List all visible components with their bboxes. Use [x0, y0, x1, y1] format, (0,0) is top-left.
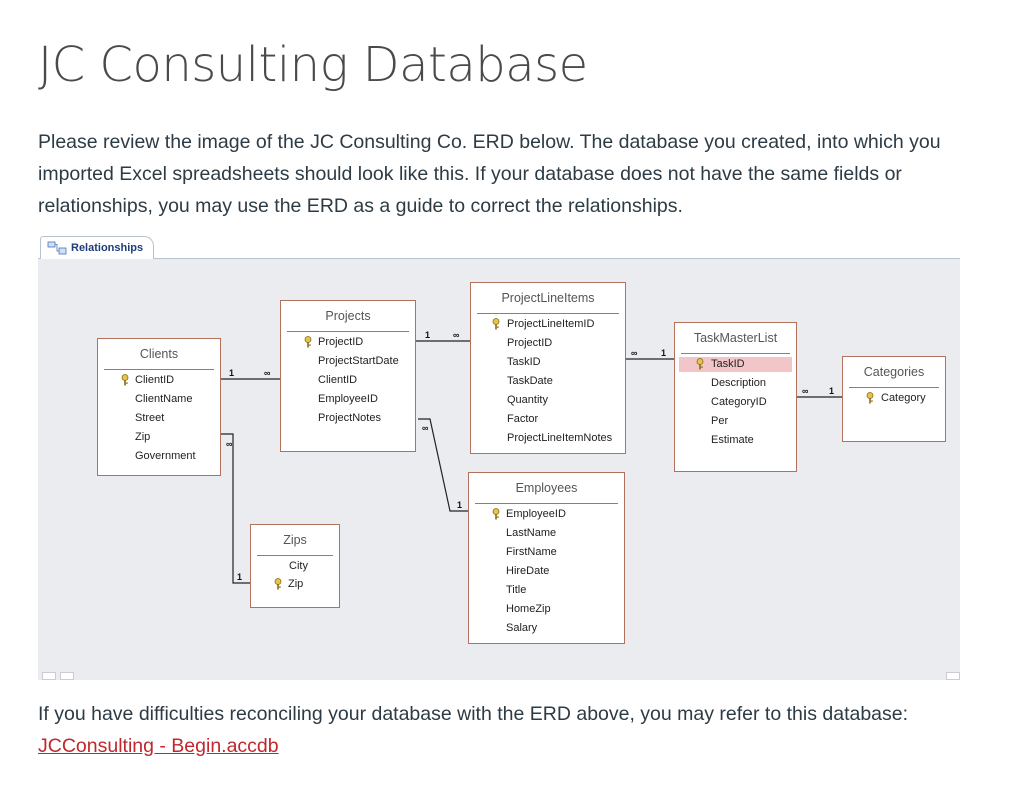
field-zip[interactable]: Zip: [135, 431, 151, 443]
primary-key-icon: [695, 358, 705, 370]
table-title: ProjectLineItems: [501, 291, 595, 305]
field-employeeid[interactable]: EmployeeID: [318, 393, 378, 405]
table-title: Zips: [283, 533, 307, 547]
rel-clients-zips: [221, 434, 250, 583]
card-tasks-one: 1: [661, 348, 667, 358]
field-firstname[interactable]: FirstName: [506, 546, 557, 558]
relationships-window: [38, 234, 960, 680]
field-hiredate[interactable]: HireDate: [506, 565, 550, 577]
relationship-canvas: [38, 259, 960, 680]
field-quantity[interactable]: Quantity: [507, 394, 548, 406]
table-taskmasterlist[interactable]: [674, 322, 797, 472]
field-title[interactable]: Title: [506, 584, 527, 596]
scroll-corner: [946, 672, 960, 680]
field-per[interactable]: Per: [711, 415, 729, 427]
card-lineitems-many: ∞: [453, 330, 460, 340]
field-zip[interactable]: Zip: [288, 578, 304, 590]
field-projectnotes[interactable]: ProjectNotes: [318, 412, 381, 424]
card-projects-emp-many: ∞: [422, 423, 429, 433]
field-factor[interactable]: Factor: [507, 413, 539, 425]
table-clients[interactable]: [97, 338, 221, 476]
field-lastname[interactable]: LastName: [506, 527, 557, 539]
field-clientname[interactable]: ClientName: [135, 393, 193, 405]
card-clients-one: 1: [229, 368, 235, 378]
field-clientid[interactable]: ClientID: [318, 374, 358, 386]
field-homezip[interactable]: HomeZip: [506, 603, 551, 615]
field-projectlineitemnotes[interactable]: ProjectLineItemNotes: [507, 432, 613, 444]
primary-key-icon: [303, 336, 313, 348]
field-government[interactable]: Government: [135, 450, 196, 462]
card-tasks-cat-many: ∞: [802, 386, 809, 396]
scroll-right-button[interactable]: [60, 672, 74, 680]
card-projects-many: ∞: [264, 368, 271, 378]
card-lineitems-task-many: ∞: [631, 348, 638, 358]
table-title: Projects: [325, 309, 371, 323]
field-projectlineitemid[interactable]: ProjectLineItemID: [507, 318, 595, 330]
primary-key-icon: [865, 392, 875, 404]
table-title: Categories: [863, 365, 925, 379]
tab-label: Relationships: [71, 242, 144, 254]
relationships-icon: [47, 241, 67, 255]
table-projects[interactable]: [280, 300, 416, 452]
table-title: Employees: [515, 481, 578, 495]
primary-key-icon: [120, 374, 130, 386]
card-projects-one: 1: [425, 330, 431, 340]
field-taskid[interactable]: TaskID: [507, 356, 541, 368]
primary-key-icon: [491, 318, 501, 330]
field-category[interactable]: Category: [881, 392, 926, 404]
primary-key-icon: [491, 508, 501, 520]
table-categories[interactable]: [842, 356, 946, 442]
field-clientid[interactable]: ClientID: [135, 374, 175, 386]
table-projectlineitems[interactable]: [470, 282, 626, 454]
outro-paragraph: [38, 698, 978, 762]
field-categoryid[interactable]: CategoryID: [711, 396, 767, 408]
card-categories-one: 1: [829, 386, 835, 396]
field-salary[interactable]: Salary: [506, 622, 538, 634]
card-zips-one: 1: [237, 572, 243, 582]
tab-strip: [38, 234, 960, 259]
intro-paragraph: Please review the image of the JC Consulting Co. ERD below. The database you created, into which you imported Excel spreadsheets should look like this. If your database does not have the same fields or relationships, you may use the ERD as a guide to correct the relationships.: [38, 131, 941, 217]
page-title: JC Consulting Database: [38, 37, 588, 93]
tab-relationships[interactable]: [40, 236, 154, 259]
field-estimate[interactable]: Estimate: [711, 434, 754, 446]
table-title: Clients: [139, 347, 179, 361]
card-employees-one: 1: [457, 500, 463, 510]
scroll-left-button[interactable]: [42, 672, 56, 680]
table-zips[interactable]: [250, 524, 340, 608]
field-projectid[interactable]: ProjectID: [318, 336, 364, 348]
field-employeeid[interactable]: EmployeeID: [506, 508, 566, 520]
field-taskdate[interactable]: TaskDate: [507, 375, 553, 387]
field-city[interactable]: City: [289, 560, 308, 572]
table-employees[interactable]: [468, 472, 625, 644]
primary-key-icon: [273, 578, 283, 590]
field-projectstartdate[interactable]: ProjectStartDate: [318, 355, 399, 367]
field-description[interactable]: Description: [711, 377, 767, 389]
field-taskid[interactable]: TaskID: [711, 358, 745, 370]
field-projectid[interactable]: ProjectID: [507, 337, 553, 349]
table-title: TaskMasterList: [693, 331, 778, 345]
card-clients-zip-many: ∞: [226, 439, 233, 449]
database-download-link[interactable]: JCConsulting - Begin.accdb: [38, 735, 279, 757]
field-street[interactable]: Street: [135, 412, 165, 424]
outro-text: If you have difficulties reconciling your database with the ERD above, you may refer to this database:: [38, 703, 909, 725]
